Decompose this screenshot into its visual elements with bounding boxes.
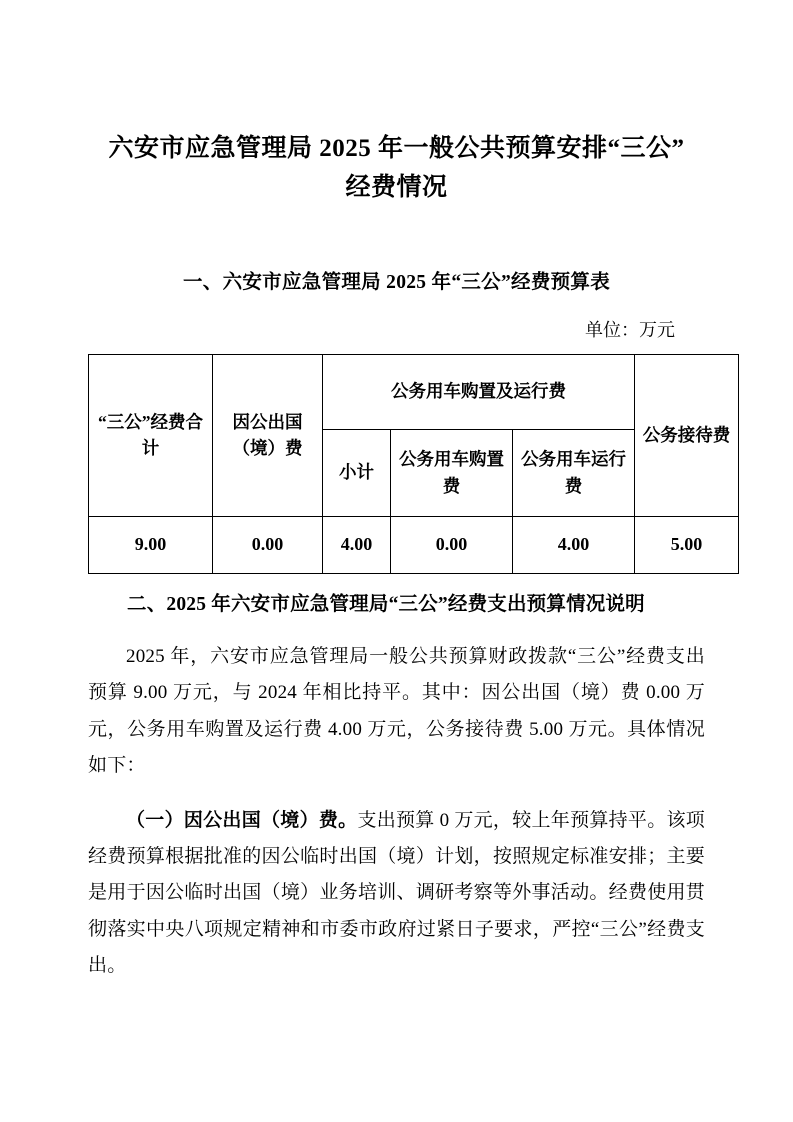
header-abroad: 因公出国（境）费 bbox=[213, 354, 323, 516]
header-vehicle-operation: 公务用车运行费 bbox=[513, 429, 635, 516]
paragraph-overview: 2025 年，六安市应急管理局一般公共预算财政拨款“三公”经费支出预算 9.00 万元，与 2024 年相比持平。其中：因公出国（境）费 0.00 万元，公务用车购置及运行费 4.00 万元，公务接待费 5.00 万元。具体情况如下： bbox=[88, 645, 705, 777]
budget-table bbox=[88, 354, 739, 574]
header-vehicle-group: 公务用车购置及运行费 bbox=[323, 354, 635, 429]
header-vehicle-purchase: 公务用车购置费 bbox=[391, 429, 513, 516]
section-heading-2: 二、2025 年六安市应急管理局“三公”经费支出预算情况说明 bbox=[127, 593, 645, 615]
page-title: 六安市应急管理局 2025 年一般公共预算安排“三公”经费情况 bbox=[108, 135, 685, 201]
value-abroad: 0.00 bbox=[213, 516, 323, 573]
value-vehicle-subtotal: 4.00 bbox=[323, 516, 391, 573]
paragraph-abroad-label: （一）因公出国（境）费。 bbox=[126, 809, 358, 831]
unit-label: 单位：万元 bbox=[585, 319, 675, 340]
table-row-values bbox=[89, 516, 739, 573]
value-vehicle-operation: 4.00 bbox=[513, 516, 635, 573]
value-vehicle-purchase: 0.00 bbox=[391, 516, 513, 573]
header-vehicle-subtotal: 小计 bbox=[323, 429, 391, 516]
header-reception: 公务接待费 bbox=[635, 354, 739, 516]
value-reception: 5.00 bbox=[635, 516, 739, 573]
value-total: 9.00 bbox=[89, 516, 213, 573]
paragraph-abroad-expense bbox=[88, 803, 705, 985]
table-row-header-top bbox=[89, 354, 739, 429]
paragraph-abroad-body: 支出预算 0 万元，较上年预算持平。该项经费预算根据批准的因公临时出国（境）计划，按照规定标准安排；主要是用于因公临时出国（境）业务培训、调研考察等外事活动。经费使用贯彻落实中央八项规定精神和市委市政府过紧日子要求，严控“三公”经费支出。 bbox=[88, 809, 705, 977]
section-heading-1: 一、六安市应急管理局 2025 年“三公”经费预算表 bbox=[182, 271, 611, 293]
header-total: “三公”经费合计 bbox=[89, 354, 213, 516]
